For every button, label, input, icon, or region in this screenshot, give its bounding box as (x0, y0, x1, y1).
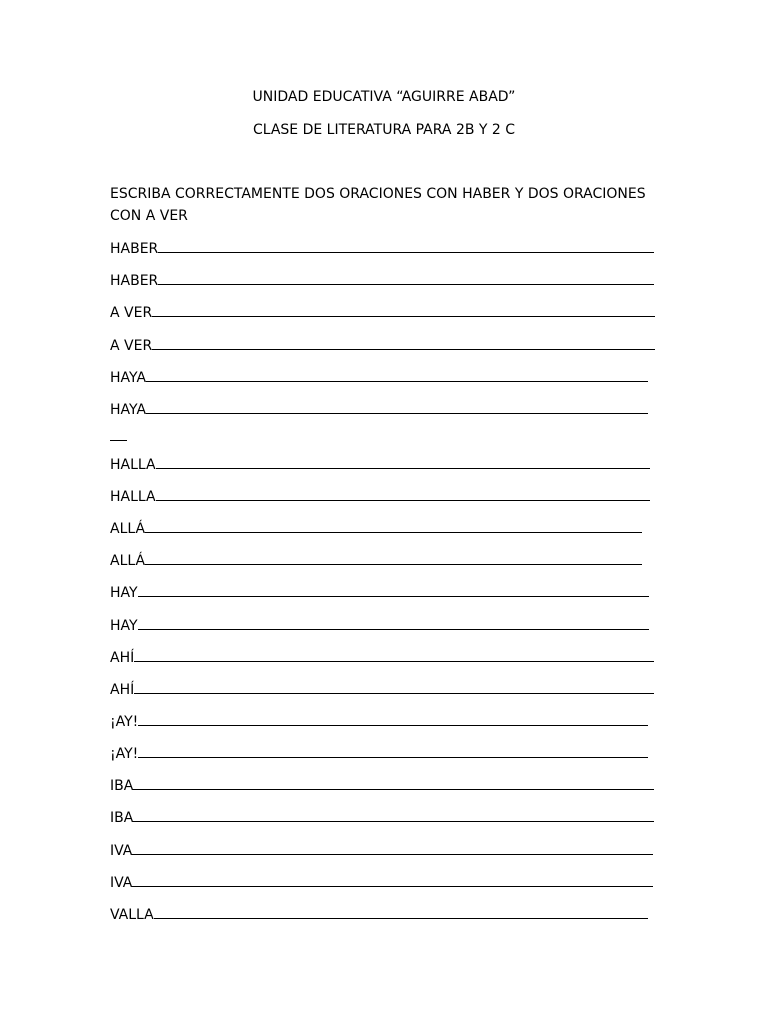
line-label: IBA (110, 778, 134, 794)
answer-line (110, 744, 648, 763)
answer-blank[interactable] (138, 583, 649, 597)
answer-blank[interactable] (152, 336, 655, 350)
answer-blank[interactable] (158, 271, 654, 285)
answer-blank[interactable] (158, 239, 654, 253)
answer-line (110, 519, 642, 538)
line-label: VALLA (110, 907, 154, 923)
line-label: HALLA (110, 489, 156, 505)
answer-line (110, 808, 654, 827)
line-label: ALLÁ (110, 553, 146, 569)
answer-line (110, 551, 642, 570)
answer-line (110, 303, 655, 322)
line-label: HABER (110, 273, 159, 289)
answer-blank[interactable] (145, 519, 642, 533)
answer-blank[interactable] (145, 551, 642, 565)
line-label: A VER (110, 338, 153, 354)
answer-line (110, 648, 654, 667)
answer-blank[interactable] (133, 808, 654, 822)
answer-blank[interactable] (132, 873, 653, 887)
answer-line (110, 616, 649, 635)
answer-blank[interactable] (154, 905, 648, 919)
answer-line (110, 583, 649, 602)
answer-line (110, 841, 653, 860)
line-label: HALLA (110, 457, 156, 473)
answer-blank[interactable] (134, 648, 654, 662)
answer-line (110, 873, 653, 892)
answer-blank[interactable] (146, 368, 648, 382)
answer-blank[interactable] (156, 455, 650, 469)
line-label: ¡AY! (110, 746, 139, 762)
answer-line (110, 680, 654, 699)
answer-line (110, 905, 648, 924)
line-label: IVA (110, 843, 133, 859)
school-name: UNIDAD EDUCATIVA “AGUIRRE ABAD” (252, 89, 516, 105)
answer-blank[interactable] (152, 303, 655, 317)
line-label: HAYA (110, 402, 147, 418)
answer-line (110, 239, 654, 258)
line-label: IBA (110, 810, 134, 826)
line-label: HAYA (110, 370, 147, 386)
answer-blank[interactable] (134, 680, 654, 694)
answer-blank[interactable] (138, 744, 648, 758)
answer-line (110, 368, 648, 387)
wrapped-blank-segment (110, 440, 127, 441)
line-label: HAY (110, 585, 138, 601)
line-label: IVA (110, 875, 133, 891)
answer-blank[interactable] (156, 487, 650, 501)
line-label: HAY (110, 618, 138, 634)
instructions: ESCRIBA CORRECTAMENTE DOS ORACIONES CON HABER Y DOS ORACIONES CON A VER (110, 186, 646, 224)
line-label: AHÍ (110, 682, 135, 698)
line-label: ALLÁ (110, 521, 146, 537)
answer-line (110, 400, 648, 419)
line-label: ¡AY! (110, 714, 139, 730)
line-label: AHÍ (110, 650, 135, 666)
answer-line (110, 455, 650, 474)
class-title: CLASE DE LITERATURA PARA 2B Y 2 C (252, 122, 516, 138)
answer-blank[interactable] (132, 841, 653, 855)
answer-line (110, 336, 655, 355)
answer-blank[interactable] (138, 616, 649, 630)
line-label: HABER (110, 241, 159, 257)
answer-line (110, 271, 654, 290)
answer-line (110, 487, 650, 506)
answer-blank[interactable] (138, 712, 648, 726)
answer-line (110, 712, 648, 731)
line-label: A VER (110, 305, 153, 321)
answer-blank[interactable] (133, 776, 654, 790)
answer-blank[interactable] (146, 400, 648, 414)
answer-line (110, 776, 654, 795)
